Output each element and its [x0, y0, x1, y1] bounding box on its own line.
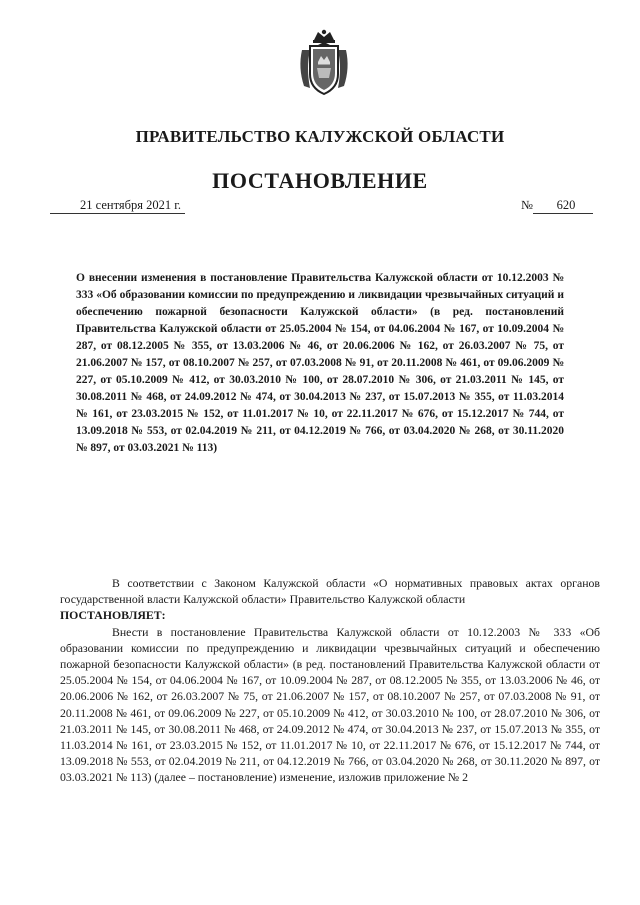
organization-title: ПРАВИТЕЛЬСТВО КАЛУЖСКОЙ ОБЛАСТИ — [135, 127, 505, 146]
document-date — [50, 198, 185, 214]
body-paragraph-1: Внести в постановление Правительства Калужской области от 10.12.2003 № 333 «Об образовании комиссии по предупреждению и ликвидации чрезвычайных ситуаций и обеспечению пожарной безопасности Калужской области» (в ред. постановлений Правительства Калужской области от 25.05.2004 № 154, от 04.06.2004 № 167, от 10.09.2004 № 287, от 08.12.2005 № 355, от 13.03.2006 № 46, от 20.06.2006 № 162, от 26.03.2007 № 75, от 21.06.2007 № 157, от 08.10.2007 № 257, от 07.03.2008 № 91, от 20.11.2008 № 461, от 09.06.2009 № 227, от 05.10.2009 № 412, от 30.03.2010 № 100, от 28.07.2010 № 306, от 21.03.2011 № 145, от 30.08.2011 № 468, от 24.09.2012 № 474, от 30.04.2013 № 237, от 15.07.2013 № 355, от 11.03.2014 № 161, от 23.03.2015 № 152, от 11.01.2017 № 10, от 22.11.2017 № 676, от 15.12.2017 № 744, от 13.09.2018 № 553, от 02.04.2019 № 211, от 04.12.2019 № 766, от 03.04.2020 № 268, от 30.11.2020 № 897, от 03.03.2021 № 113) (далее – постановление) изменение, изложив приложение № 2 — [60, 624, 600, 785]
document-type-title: ПОСТАНОВЛЕНИЕ — [212, 168, 428, 193]
resolves-heading: ПОСТАНОВЛЯЕТ: — [60, 608, 166, 623]
preamble-paragraph — [60, 575, 600, 624]
document-subject: О внесении изменения в постановление Правительства Калужской области от 10.12.2003 № 333 «Об образовании комиссии по предупреждению и ликвидации чрезвычайных ситуаций и обеспечению пожарной безопасности Калужской области» (в ред. постановлений Правительства Калужской области от 25.05.2004 № 154, от 04.06.2004 № 167, от 10.09.2004 № 287, от 08.12.2005 № 355, от 13.03.2006 № 46, от 20.06.2006 № 162, от 26.03.2007 № 75, от 21.06.2007 № 157, от 08.10.2007 № 257, от 07.03.2008 № 91, от 20.11.2008 № 461, от 09.06.2009 № 227, от 05.10.2009 № 412, от 30.03.2010 № 100, от 28.07.2010 № 306, от 21.03.2011 № 145, от 30.08.2011 № 468, от 24.09.2012 № 474, от 30.04.2013 № 237, от 15.07.2013 № 355, от 11.03.2014 № 161, от 23.03.2015 № 152, от 11.01.2017 № 10, от 22.11.2017 № 676, от 15.12.2017 № 744, от 13.09.2018 № 553, от 02.04.2019 № 211, от 04.12.2019 № 766, от 03.04.2020 № 268, от 30.11.2020 № 897, от 03.03.2021 № 113) — [76, 272, 564, 454]
coat-of-arms-emblem — [296, 28, 352, 98]
document-number — [521, 198, 593, 214]
document-body — [60, 575, 600, 786]
number-value: 620 — [533, 198, 593, 214]
preamble-text: В соответствии с Законом Калужской области «О нормативных правовых актах органов государственной власти Калужской области» Правительство Калужской области — [60, 576, 600, 607]
number-prefix: № — [521, 198, 533, 212]
date-value: 21 сентября 2021 г. — [50, 198, 185, 214]
